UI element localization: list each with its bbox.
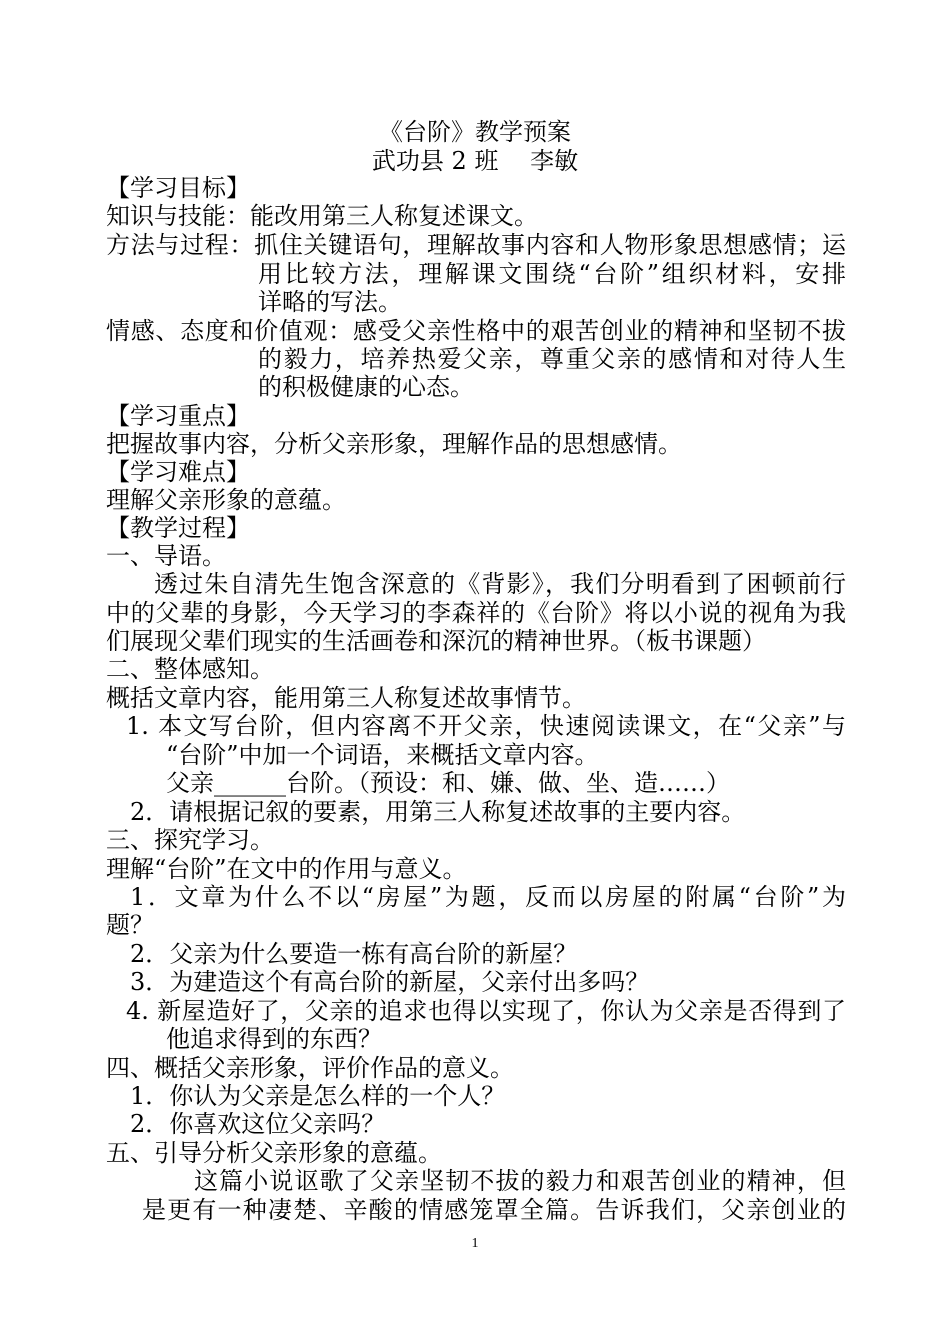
step1-paragraph-line3: 们展现父辈们现实的生活画卷和深沉的精神世界。（板书课题） — [106, 627, 766, 655]
doc-title: 《台阶》教学预案 — [379, 118, 571, 146]
step2-heading: 二、整体感知。 — [106, 655, 274, 683]
step3-question1-line1: 1．文章为什么不以“房屋”为题，反而以房屋的附属“台阶”为 — [130, 883, 846, 911]
step5-paragraph-line2: 是更有一种凄楚、辛酸的情感笼罩全篇。告诉我们，父亲创业的 — [142, 1196, 846, 1224]
goal-emotion-line3: 的积极健康的心态。 — [258, 373, 474, 401]
step2-question1-line3: 父亲______台阶。（预设：和、嫌、做、坐、造……） — [166, 769, 730, 797]
section-heading-key: 【学习重点】 — [106, 402, 250, 430]
step2-question2: 2．请根据记叙的要素，用第三人称复述故事的主要内容。 — [130, 798, 746, 826]
step3-heading: 三、探究学习。 — [106, 826, 274, 854]
step3-intro: 理解“台阶”在文中的作用与意义。 — [106, 855, 467, 883]
difficulty-text: 理解父亲形象的意蕴。 — [106, 486, 346, 514]
section-heading-goals: 【学习目标】 — [106, 174, 250, 202]
step1-heading: 一、导语。 — [106, 542, 226, 570]
step3-question1-line2: 题？ — [106, 911, 154, 939]
goal-method-line2: 用比较方法，理解课文围绕“台阶”组织材料，安排 — [258, 260, 846, 288]
goal-method-line3: 详略的写法。 — [258, 288, 402, 316]
step1-paragraph-line1: 透过朱自清先生饱含深意的《背影》，我们分明看到了困顿前行 — [154, 570, 846, 598]
goal-knowledge: 知识与技能：能改用第三人称复述课文。 — [106, 202, 538, 230]
step4-heading: 四、概括父亲形象，评价作品的意义。 — [106, 1054, 514, 1082]
goal-emotion-line2: 的毅力，培养热爱父亲，尊重父亲的感情和对待人生 — [258, 345, 846, 373]
step5-heading: 五、引导分析父亲形象的意蕴。 — [106, 1139, 442, 1167]
goal-method-line1: 方法与过程：抓住关键语句，理解故事内容和人物形象思想感情；运 — [106, 231, 846, 259]
step4-question2: 2．你喜欢这位父亲吗？ — [130, 1110, 386, 1138]
step3-question2: 2．父亲为什么要造一栋有高台阶的新屋？ — [130, 940, 578, 968]
step3-question4-line2: 他追求得到的东西？ — [166, 1025, 382, 1053]
step3-question4-line1: 4. 新屋造好了，父亲的追求也得以实现了，你认为父亲是否得到了 — [126, 997, 846, 1025]
section-heading-process: 【教学过程】 — [106, 514, 250, 542]
step2-question1-line1: 1. 本文写台阶，但内容离不开父亲，快速阅读课文，在“父亲”与 — [126, 712, 846, 740]
key-text: 把握故事内容，分析父亲形象，理解作品的思想感情。 — [106, 430, 682, 458]
doc-author: 武功县 2 班 李敏 — [371, 147, 579, 175]
step3-question3: 3．为建造这个有高台阶的新屋，父亲付出多吗？ — [130, 968, 650, 996]
step4-question1: 1．你认为父亲是怎么样的一个人？ — [130, 1082, 506, 1110]
step5-paragraph-line1: 这篇小说讴歌了父亲坚韧不拔的毅力和艰苦创业的精神，但 — [194, 1167, 846, 1195]
section-heading-difficulty: 【学习难点】 — [106, 458, 250, 486]
goal-emotion-line1: 情感、态度和价值观：感受父亲性格中的艰苦创业的精神和坚韧不拔 — [106, 317, 846, 345]
step2-question1-line2: “台阶”中加一个词语，来概括文章内容。 — [166, 741, 599, 769]
page-number: 1 — [471, 1236, 479, 1251]
step2-intro: 概括文章内容，能用第三人称复述故事情节。 — [106, 684, 586, 712]
step1-paragraph-line2: 中的父辈的身影，今天学习的李森祥的《台阶》将以小说的视角为我 — [106, 599, 846, 627]
